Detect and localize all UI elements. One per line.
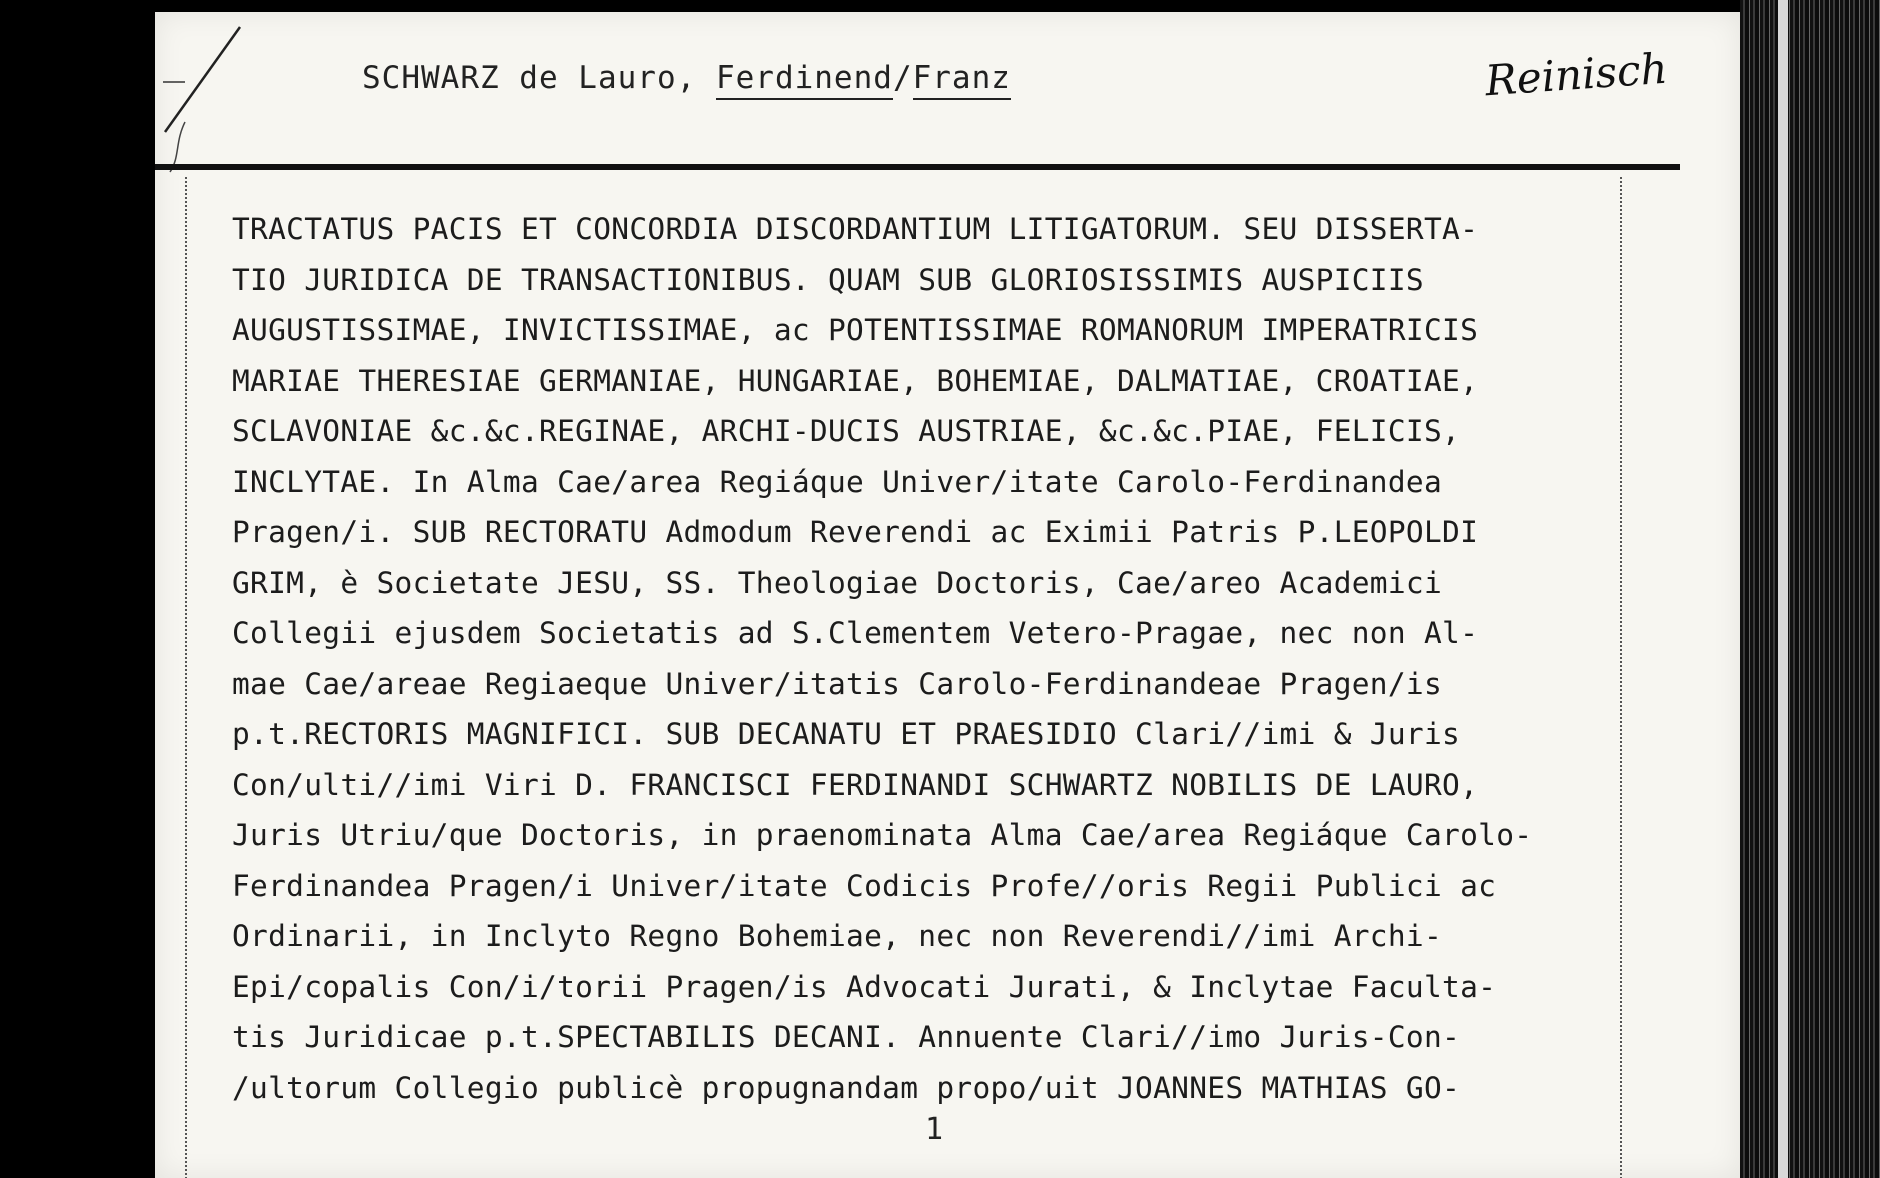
text-line: MARIAE THERESIAE GERMANIAE, HUNGARIAE, BOHEMIAE, DALMATIAE, CROATIAE, xyxy=(232,363,1479,398)
title-transcription xyxy=(232,204,1662,1113)
author-surname: SCHWARZ de Lauro, xyxy=(362,60,716,96)
page-number: 1 xyxy=(925,1112,944,1147)
index-card xyxy=(155,12,1740,1178)
handwritten-annotation: Reinisch xyxy=(1483,43,1670,106)
text-line: mae Cae/areae Regiaeque Univer/itatis Carolo-Ferdinandeae Pragen/is xyxy=(232,666,1443,701)
text-line: /ultorum Collegio publicè propugnandam propo/uit JOANNES MATHIAS GO- xyxy=(232,1070,1461,1105)
text-line: Juris Utriu/que Doctoris, in praenominata Alma Cae/area Regiáque Carolo- xyxy=(232,818,1533,852)
text-line: AUGUSTISSIMAE, INVICTISSIMAE, ac POTENTISSIMAE ROMANORUM IMPERATRICIS xyxy=(232,313,1479,347)
name-separator: / xyxy=(892,60,913,96)
text-line: Pragen/i. SUB RECTORATU Admodum Reverendi ac Eximii Patris P.LEOPOLDI xyxy=(232,515,1479,549)
text-line: p.t.RECTORIS MAGNIFICI. SUB DECANATU ET PRAESIDIO Clari//imi & Juris xyxy=(232,717,1461,751)
text-line: Ordinarii, in Inclyto Regno Bohemiae, nec non Reverendi//imi Archi- xyxy=(232,919,1443,953)
header-divider xyxy=(155,164,1680,170)
card-header xyxy=(155,12,1740,162)
text-line: tis Juridicae p.t.SPECTABILIS DECANI. Annuente Clari//imo Juris-Con- xyxy=(232,1020,1461,1054)
text-line: Epi/copalis Con/i/torii Pragen/is Advocati Jurati, & Inclytae Faculta- xyxy=(232,969,1497,1004)
text-line: TRACTATUS PACIS ET CONCORDIA DISCORDANTIUM LITIGATORUM. SEU DISSERTA- xyxy=(232,212,1479,246)
author-second-name: Franz xyxy=(913,60,1011,100)
scan-edge-artifact xyxy=(1740,0,1880,1178)
author-first-name: Ferdinend xyxy=(716,60,893,100)
text-line: TIO JURIDICA DE TRANSACTIONIBUS. QUAM SUB GLORIOSISSIMIS AUSPICIIS xyxy=(232,262,1424,297)
scan-edge-gap xyxy=(1778,0,1788,1178)
text-line: SCLAVONIAE &c.&c.REGINAE, ARCHI-DUCIS AUSTRIAE, &c.&c.PIAE, FELICIS, xyxy=(232,414,1461,448)
text-line: Ferdinandea Pragen/i Univer/itate Codicis Profe//oris Regii Publici ac xyxy=(232,868,1497,903)
left-margin-line xyxy=(185,177,187,1178)
text-line: Collegii ejusdem Societatis ad S.Clementem Vetero-Pragae, nec non Al- xyxy=(232,616,1479,650)
author-heading xyxy=(362,60,1011,96)
text-line: Con/ulti//imi Viri D. FRANCISCI FERDINANDI SCHWARTZ NOBILIS DE LAURO, xyxy=(232,767,1479,802)
text-line: GRIM, è Societate JESU, SS. Theologiae Doctoris, Cae/areo Academici xyxy=(232,565,1443,600)
text-line: INCLYTAE. In Alma Cae/area Regiáque Univer/itate Carolo-Ferdinandea xyxy=(232,464,1443,499)
